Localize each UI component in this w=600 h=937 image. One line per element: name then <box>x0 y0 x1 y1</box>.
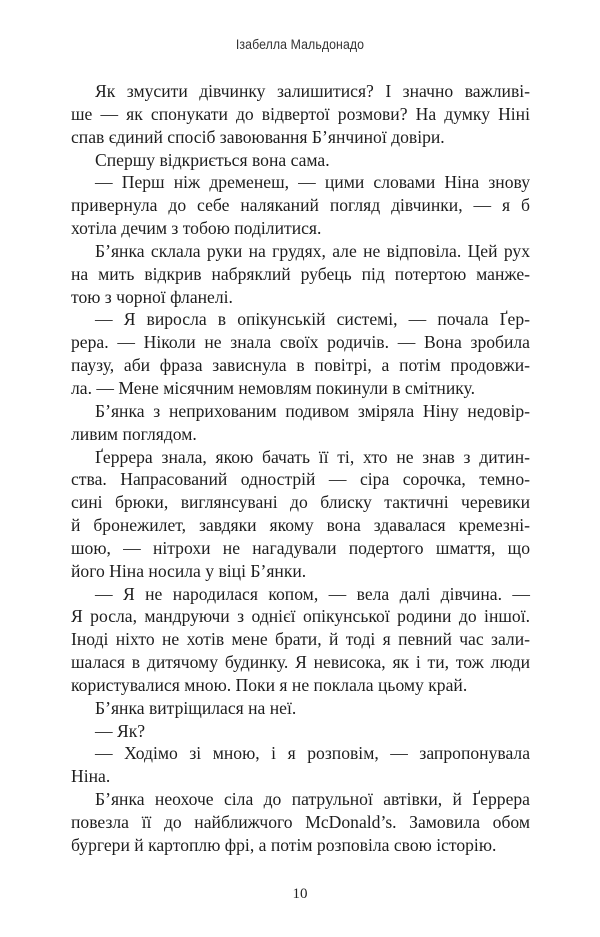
text-line: привернула до себе наляканий погляд дівчинки, — я б <box>71 195 530 216</box>
text-line: Спершу відкриється вона сама. <box>95 149 330 170</box>
text-line: Б’янка витріщилася на неї. <box>95 697 297 718</box>
text-line: на мить відкрив набряклий рубець під потертою манже- <box>71 263 530 284</box>
text-line: — Я не народилася копом, — вела далі дівчина. — <box>95 583 530 604</box>
text-line: — Я виросла в опікунській системі, — почала Ґер- <box>95 309 530 330</box>
text-line: бургери й картоплю фрі, а потім розповіла свою історію. <box>71 834 497 855</box>
text-line: ше — як спонукати до відвертої розмови? На думку Ніні <box>71 103 530 124</box>
text-line: ла. — Мене місячним немовлям покинули в смітнику. <box>71 377 475 398</box>
text-line: Ґеррера знала, якою бачать її ті, хто не знав з дитин- <box>95 446 530 467</box>
text-line: Ніна. <box>71 766 111 787</box>
page-number: 10 <box>292 886 308 902</box>
text-line: паузу, аби фраза зависнула в повітрі, а потім продовжи- <box>71 355 530 376</box>
text-line: сині брюки, виглянсувані до блиску тактичні черевики <box>71 492 530 513</box>
text-line: й бронежилет, завдяки якому вона здавалася кремезні- <box>71 515 530 536</box>
text-line: — Перш ніж дременеш, — цими словами Ніна знову <box>95 172 530 193</box>
text-line: Б’янка склала руки на грудях, але не відповіла. Цей рух <box>95 240 530 261</box>
text-line: Як змусити дівчинку залишитися? І значно важливі- <box>95 81 530 101</box>
text-line: хотіла дечим з тобою поділитися. <box>71 218 322 239</box>
text-line: тою з чорної фланелі. <box>71 286 233 307</box>
text-line: Я росла, мандруючи з однієї опікунської родини до іншої. <box>71 606 530 627</box>
text-line: його Ніна носила у віці Б’янки. <box>71 560 307 581</box>
running-header-author: Ізабелла Мальдонадо <box>235 36 365 52</box>
text-line: ства. Напрасований однострій — сіра сорочка, темно- <box>71 469 530 490</box>
text-line: спав єдиний спосіб завоювання Б’янчиної довіри. <box>71 126 445 147</box>
text-line: шою, — нітрохи не нагадували подертого шмаття, що <box>71 537 530 558</box>
body-text <box>71 80 530 857</box>
text-line: — Ходімо зі мною, і я розповім, — запропонувала <box>95 743 530 764</box>
text-line: ливим поглядом. <box>71 423 197 444</box>
text-line: повезла її до найближчого McDonald’s. Замовила обом <box>71 812 530 832</box>
text-line: користувалися мною. Поки я не поклала цьому край. <box>71 674 468 695</box>
text-line: Б’янка неохоче сіла до патрульної автівки, й Ґеррера <box>95 789 530 810</box>
text-line: Б’янка з неприхованим подивом зміряла Ніну недовір- <box>95 400 530 421</box>
text-line: Іноді ніхто не хотів мене брати, й тоді я певний час зали- <box>71 629 530 650</box>
text-line: — Як? <box>95 720 146 741</box>
text-line: рера. — Ніколи не знала своїх родичів. — Вона зробила <box>71 332 530 353</box>
text-line: шалася в дитячому будинку. Я невисока, як і ти, тож люди <box>71 652 530 673</box>
